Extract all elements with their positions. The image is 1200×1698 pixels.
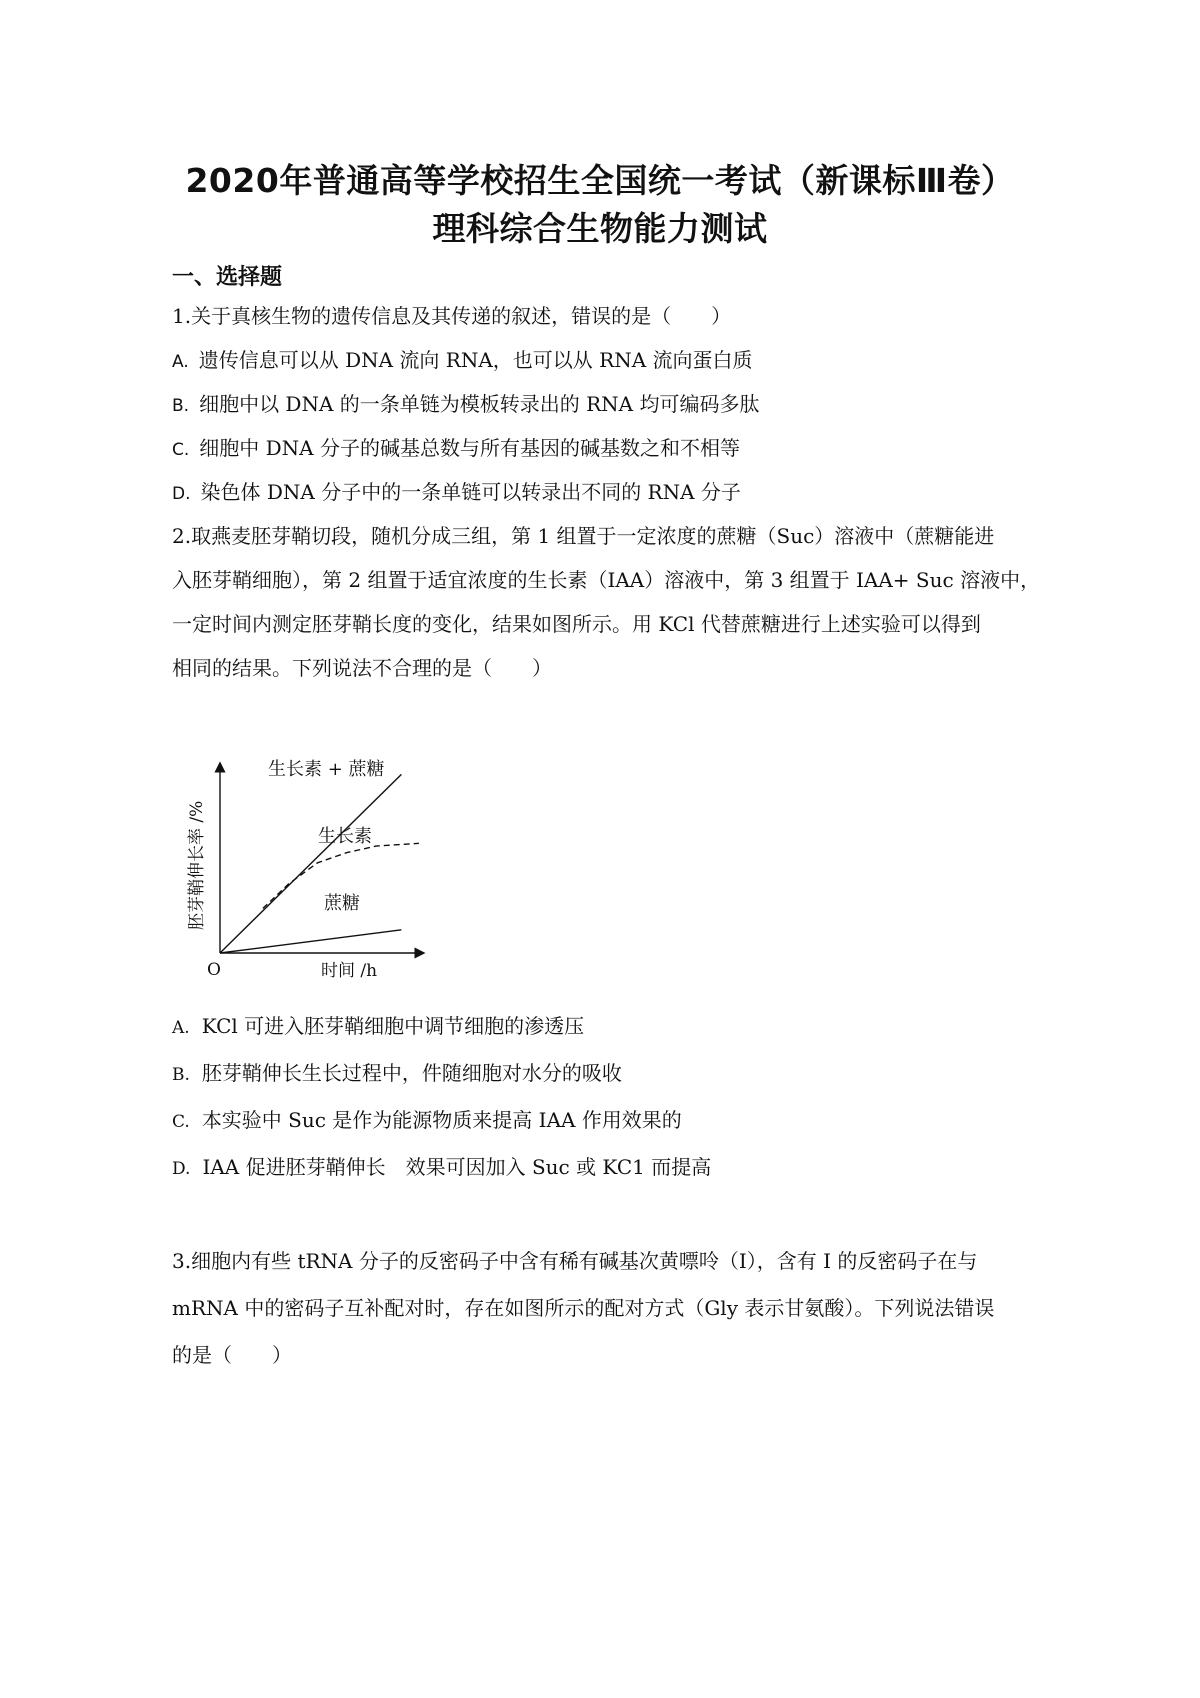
question-1-option-c	[172, 434, 740, 464]
option-label: A.	[172, 352, 189, 372]
option-text: 细胞中 DNA 分子的碱基总数与所有基因的碱基数之和不相等	[199, 436, 740, 460]
exam-subtitle: 理科综合生物能力测试	[432, 209, 768, 248]
option-label: B.	[172, 396, 190, 416]
option-label: A.	[172, 1018, 190, 1038]
option-label: B.	[172, 1065, 190, 1085]
section-heading: 一、选择题	[172, 265, 283, 290]
option-text: 细胞中以 DNA 的一条单链为模板转录出的 RNA 均可编码多肽	[199, 392, 760, 416]
question-2-stem-line-3: 一定时间内测定胚芽鞘长度的变化，结果如图所示。用 KCl 代替蔗糖进行上述实验可以得到	[172, 612, 981, 636]
question-1-stem: 1.关于真核生物的遗传信息及其传递的叙述，错误的是（ ）	[172, 304, 732, 328]
question-1-option-d	[172, 478, 741, 508]
option-label: C.	[172, 1112, 190, 1132]
question-2-stem-line-4: 相同的结果。下列说法不合理的是（ ）	[172, 656, 552, 680]
series-label-sucrose: 蔗糖	[324, 893, 360, 914]
question-2-option-b	[172, 1059, 622, 1089]
exam-title: 2020年普通高等学校招生全国统一考试（新课标Ⅲ卷）	[185, 161, 1015, 200]
question-1-option-b	[172, 390, 760, 420]
option-text: 胚芽鞘伸长生长过程中，件随细胞对水分的吸收	[201, 1061, 622, 1085]
question-2-option-c	[172, 1106, 682, 1136]
option-label: D.	[172, 1159, 191, 1179]
growth-rate-chart	[180, 745, 440, 980]
series-sucrose-line	[220, 930, 401, 953]
question-2-option-a	[172, 1012, 584, 1042]
x-axis-label: 时间 /h	[321, 961, 378, 980]
option-text: 染色体 DNA 分子中的一条单链可以转录出不同的 RNA 分子	[200, 480, 741, 504]
series-layer	[220, 774, 419, 953]
option-label: D.	[172, 484, 191, 504]
option-text: 本实验中 Suc 是作为能源物质来提高 IAA 作用效果的	[201, 1108, 682, 1132]
question-1-option-a	[172, 346, 753, 376]
question-2-option-d	[172, 1153, 711, 1183]
series-auxin-sucrose-line	[220, 774, 401, 953]
question-2-stem-line-2: 入胚芽鞘细胞），第 2 组置于适宜浓度的生长素（IAA）溶液中，第 3 组置于 IAA+ Suc 溶液中，	[172, 568, 1041, 592]
option-text: KCl 可进入胚芽鞘细胞中调节细胞的渗透压	[201, 1014, 585, 1038]
series-label-auxin: 生长素	[318, 826, 372, 847]
question-3-stem-line-2: mRNA 中的密码子互补配对时，存在如图所示的配对方式（Gly 表示甘氨酸）。下列说法错误	[172, 1296, 995, 1320]
series-label-auxin-sucrose: 生长素 + 蔗糖	[268, 759, 385, 780]
option-label: C.	[172, 440, 190, 460]
option-text: 遗传信息可以从 DNA 流向 RNA，也可以从 RNA 流向蛋白质	[198, 348, 753, 372]
question-3-stem-line-1: 3.细胞内有些 tRNA 分子的反密码子中含有稀有碱基次黄嘌呤（I），含有 I 的反密码子在与	[172, 1249, 978, 1273]
y-axis-label: 胚芽鞘伸长率 /%	[187, 800, 207, 930]
question-3-stem-line-3: 的是（ ）	[172, 1343, 292, 1367]
question-2-stem-line-1: 2.取燕麦胚芽鞘切段，随机分成三组，第 1 组置于一定浓度的蔗糖（Suc）溶液中（蔗糖能进	[172, 524, 995, 548]
origin-label: O	[207, 960, 221, 980]
option-text: IAA 促进胚芽鞘伸长 效果可因加入 Suc 或 KC1 而提高	[202, 1155, 712, 1179]
